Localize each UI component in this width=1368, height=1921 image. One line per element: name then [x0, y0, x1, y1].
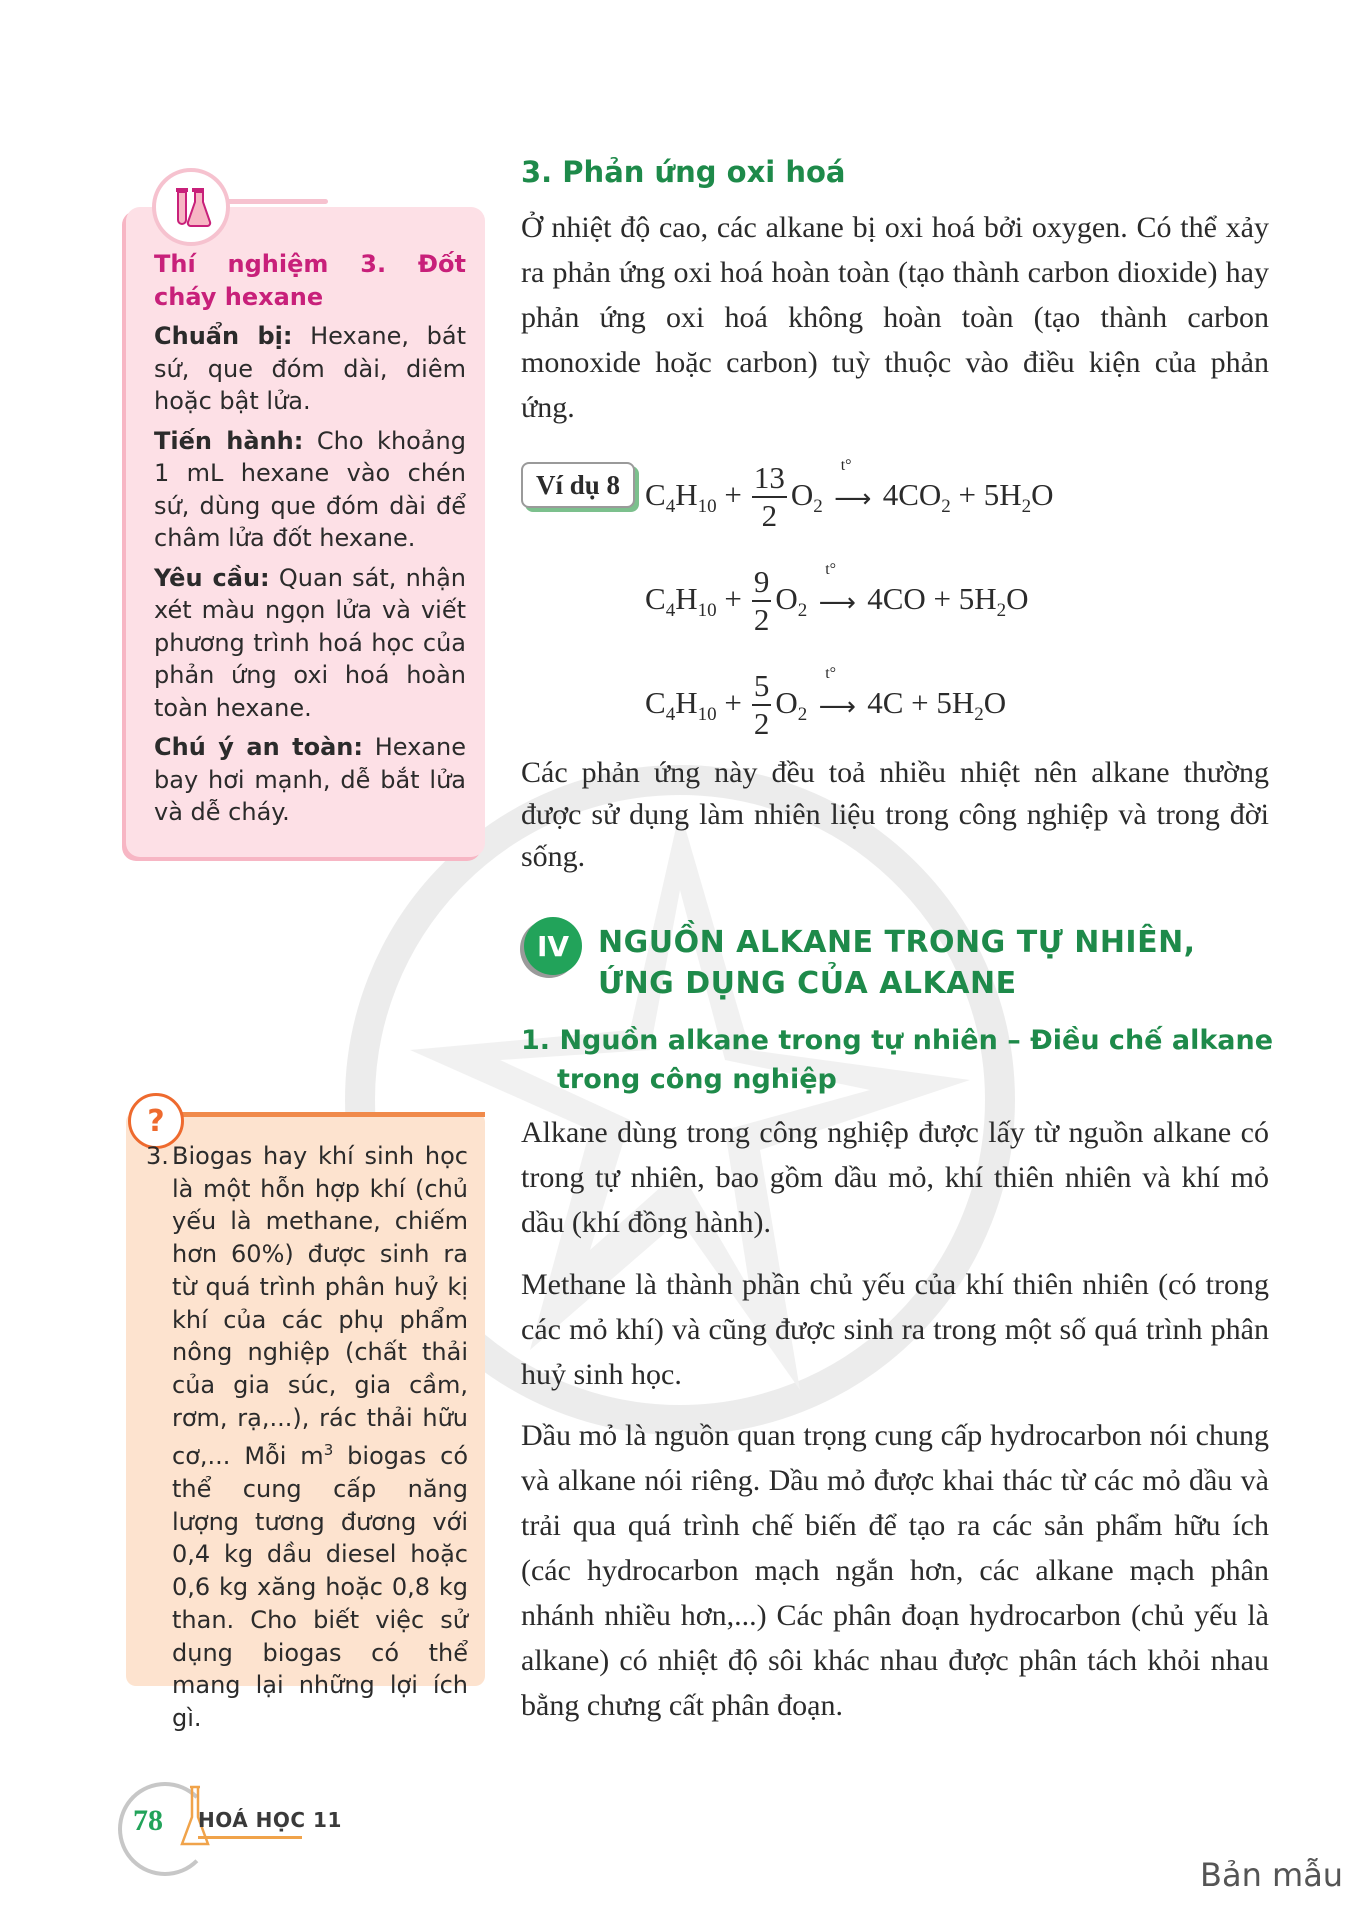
prep-label: Chuẩn bị: — [154, 322, 293, 350]
experiment-title: Thí nghiệm 3. Đốt cháy hexane — [154, 250, 466, 311]
example-badge: Ví dụ 8 — [521, 462, 635, 508]
section-4-title-line1: NGUỒN ALKANE TRONG TỰ NHIÊN, — [598, 925, 1196, 960]
reaction-note-paragraph: Các phản ứng này đều toả nhiều nhiệt nên alkane thường được sử dụng làm nhiên liệu trong công nghiệp và trong đời sống. — [521, 756, 1269, 873]
question-box-topline — [170, 1112, 485, 1117]
subsection-1-title-line2: trong công nghiệp — [557, 1064, 837, 1095]
book-title: HOÁ HỌC 11 — [198, 1808, 342, 1832]
safety-text: Hexane bay hơi mạnh, dễ bắt lửa và dễ cháy. — [154, 733, 466, 826]
paragraph-petroleum: Dầu mỏ là nguồn quan trọng cung cấp hydrocarbon nói chung và alkane nói riêng. Dầu mỏ được khai thác từ các mỏ dầu và trải qua quá trình chế biến để tạo ra các sản phẩm hữu ích (các hydrocarbon mạch ngắn hơn, các alkane mạch phân nhánh nhiều hơn,...) Các phân đoạn hydrocarbon (chủ yếu là alkane) có nhiệt độ sôi khác nhau được phân tách khỏi nhau bằng chưng cất phân đoạn. — [521, 1419, 1269, 1722]
experiment-content — [154, 248, 466, 836]
section-4-title-line2: ỨNG DỤNG CỦA ALKANE — [598, 966, 1017, 1001]
request-text: Quan sát, nhận xét màu ngọn lửa và viết phương trình hoá học của phản ứng oxi hoá hoàn toàn hexane. — [154, 563, 466, 722]
page-number: 78 — [133, 1804, 163, 1837]
question-text: Biogas hay khí sinh học là một hỗn hợp khí (chủ yếu là methane, chiếm hơn 60%) được sinh ra từ quá trình phân huỷ kị khí của các phụ phẩm nông nghiệp (chất thải của gia súc, gia cầm, rơm, rạ,...), rác thải hữu cơ,... Mỗi $m^3$ biogas có thể cung cấp năng lượng tương đương với 0,4 kg dầu diesel hoặc 0,6 kg xăng hoặc 0,8 kg than. Cho biết việc sử dụng biogas có thể mang lại những lợi ích gì. — [172, 1142, 468, 1732]
procedure-label: Tiến hành: — [154, 426, 304, 455]
paragraph-natural-sources: Alkane dùng trong công nghiệp được lấy từ nguồn alkane có trong tự nhiên, bao gồm dầu mỏ, khí thiên nhiên và khí mỏ dầu (khí đồng hành). — [521, 1116, 1269, 1239]
question-number: 3. — [146, 1142, 169, 1170]
equation-2: $C_4H_{10}$ + $\frac{9}{2}$ $O_2$ t° ⟶ $4CO + 5H_2O$ — [645, 561, 1029, 637]
safety-label: Chú ý an toàn: — [154, 733, 363, 761]
procedure-text: Cho khoảng 1 mL hexane vào chén sứ, dùng que đóm dài để châm lửa đốt hexane. — [154, 426, 466, 552]
prep-text: Hexane, bát sứ, que đóm dài, diêm hoặc bật lửa. — [154, 322, 466, 415]
equation-1: $C_4H_{10}$ + $\frac{13}{2}$ $O_2$ t° ⟶ $4CO_2 + 5H_2O$ — [645, 457, 1054, 533]
question-content — [146, 1140, 468, 1735]
sample-label: Bản mẫu — [1200, 1856, 1344, 1894]
question-icon: ? — [128, 1093, 184, 1149]
experiment-box-topline — [218, 199, 328, 204]
book-title-underline — [198, 1836, 302, 1839]
section-3-title: 3. Phản ứng oxi hoá — [521, 155, 846, 189]
section-4-badge: IV — [524, 917, 582, 975]
subsection-1-title-line1: 1. Nguồn alkane trong tự nhiên – Điều chế alkane — [521, 1025, 1274, 1056]
request-label: Yêu cầu: — [154, 563, 270, 592]
equation-3: $C_4H_{10}$ + $\frac{5}{2}$ $O_2$ t° ⟶ $4C + 5H_2O$ — [645, 665, 1007, 741]
paragraph-methane: Methane là thành phần chủ yếu của khí thiên nhiên (có trong các mỏ khí) và cũng được sinh ra trong một số quá trình phân huỷ sinh học. — [521, 1268, 1269, 1391]
flask-icon — [152, 168, 230, 246]
section-3-paragraph: Ở nhiệt độ cao, các alkane bị oxi hoá bởi oxygen. Có thể xảy ra phản ứng oxi hoá hoàn toàn (tạo thành carbon dioxide) hay phản ứng oxi hoá không hoàn toàn (tạo thành carbon monoxide hoặc carbon) tuỳ thuộc vào điều kiện của phản ứng. — [521, 211, 1269, 424]
